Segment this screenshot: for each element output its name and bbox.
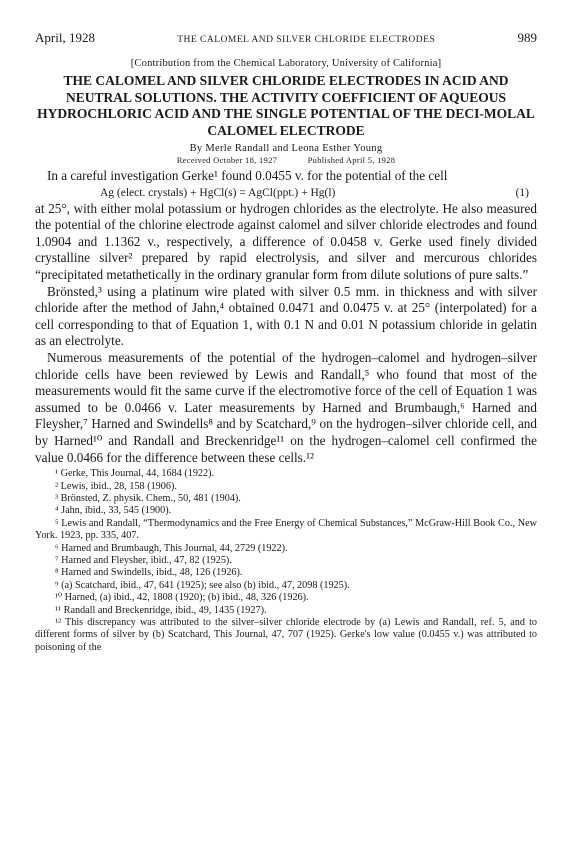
byline: By Merle Randall and Leona Esther Young bbox=[189, 143, 383, 154]
paragraph-1b: at 25°, with either molal potassium or hydrogen chlorides as the electrolyte. He also measured the potential of the chlorine electrode against calomel and silver chloride electrodes and found 1.0904 and 1.1362 v., respectively, a difference of 0.0458 v. Gerke used finely divided crystalline silver² prepared by rapid electrolysis, and silver and mercurous chlorides “precipitated metathetically in the ordinary granular form from dilute solutions of pure salts.” bbox=[35, 200, 537, 282]
paragraph-2: Brönsted,³ using a platinum wire plated with silver 0.5 mm. in thickness and with silver chloride after the method of Jahn,⁴ obtained 0.0471 and 0.0475 v. at 25° (interpolated) for a cell corresponding to that of Equation 1, with 0.1 N and 0.01 N potassium chloride in gelatin as an electrolyte. bbox=[35, 283, 537, 349]
footnote-9: ⁹ (a) Scatchard, ibid., 47, 641 (1925); see also (b) ibid., 47, 2098 (1925). bbox=[55, 579, 350, 591]
running-head bbox=[35, 30, 537, 46]
footnote-3: ³ Brönsted, Z. physik. Chem., 50, 481 (1904). bbox=[55, 492, 241, 504]
footnote-10: ¹⁰ Harned, (a) ibid., 42, 1808 (1920); (b) ibid., 48, 326 (1926). bbox=[55, 592, 309, 604]
footnotes bbox=[35, 468, 537, 654]
dates-line bbox=[35, 155, 537, 165]
footnote-4: ⁴ Jahn, ibid., 33, 545 (1900). bbox=[55, 505, 172, 517]
received-date: Received October 18, 1927 bbox=[176, 155, 278, 165]
issue-date: April, 1928 bbox=[35, 30, 95, 45]
footnote-8: ⁸ Harned and Swindells, ibid., 48, 126 (1926). bbox=[55, 567, 243, 579]
footnote-12: ¹² This discrepancy was attributed to the silver–silver chloride electrode by (a) Lewis and Randall, ref. 5, and to different forms of silver by (b) Scatchard, This Journal, 47, 707 (1925). Gerke's low value (0.0455 v.) was attributed to poisoning of the bbox=[35, 616, 537, 653]
page-number: 989 bbox=[517, 30, 537, 45]
paragraph-3: Numerous measurements of the potential of the hydrogen–calomel and hydrogen–silver chloride cells have been reviewed by Lewis and Randall,⁵ who found that most of the measurements would fit the same curve if the electromotive force of the cell of Equation 1 was assumed to be 0.0466 v. Later measurements by Harned and Brumbaugh,⁶ Harned and Fleysher,⁷ Harned and Swindells⁸ and by Scatchard,⁹ on the hydrogen–silver chloride cell, and by Harned¹⁰ and Randall and Breckenridge¹¹ on the hydrogen–calomel cell confirmed the value 0.0466 for the difference between these cells.¹² bbox=[35, 349, 537, 465]
footnote-1: ¹ Gerke, This Journal, 44, 1684 (1922). bbox=[55, 468, 215, 480]
footnote-5: ⁵ Lewis and Randall, “Thermodynamics and the Free Energy of Chemical Substances,” McGraw-Hill Book Co., New York. 1923, pp. 335, 407. bbox=[35, 517, 537, 542]
contribution-line: [Contribution from the Chemical Laboratory, University of California] bbox=[130, 58, 442, 69]
journal-page bbox=[35, 30, 537, 654]
equation-text: Ag (elect. crystals) + HgCl(s) = AgCl(ppt.) + Hg(l) bbox=[100, 186, 336, 199]
footnote-7: ⁷ Harned and Fleysher, ibid., 47, 82 (1925). bbox=[55, 554, 232, 566]
equation-1 bbox=[35, 185, 537, 201]
article-title: THE CALOMEL AND SILVER CHLORIDE ELECTRODES IN ACID AND NEUTRAL SOLUTIONS. THE ACTIVITY COEFFICIENT OF AQUEOUS HYDROCHLORIC ACID AND THE SINGLE POTENTIAL OF THE DECI-MOLAL CALOMEL ELECTRODE bbox=[37, 73, 535, 138]
paragraph-1a: In a careful investigation Gerke¹ found 0.0455 v. for the potential of the cell bbox=[47, 168, 448, 183]
equation-number: (1) bbox=[515, 186, 529, 199]
running-title: THE CALOMEL AND SILVER CHLORIDE ELECTRODES bbox=[177, 35, 436, 45]
footnote-11: ¹¹ Randall and Breckenridge, ibid., 49, 1435 (1927). bbox=[55, 604, 267, 616]
published-date: Published April 5, 1928 bbox=[307, 155, 396, 165]
footnote-2: ² Lewis, ibid., 28, 158 (1906). bbox=[55, 480, 177, 492]
footnote-6: ⁶ Harned and Brumbaugh, This Journal, 44, 2729 (1922). bbox=[55, 542, 288, 554]
